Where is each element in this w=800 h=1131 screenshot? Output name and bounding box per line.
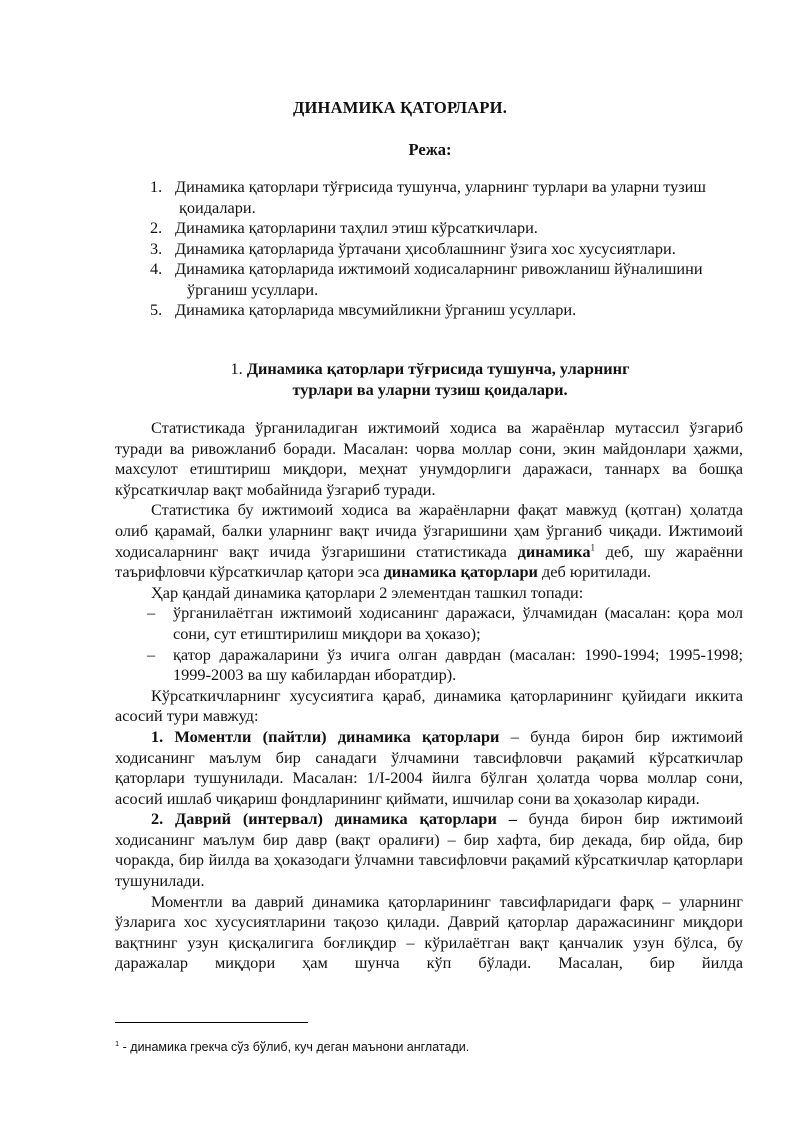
plan-item	[150, 300, 750, 321]
footnote-text: - динамика грекча сўз бўлиб, куч деган маънони англатади.	[119, 1040, 470, 1054]
term-dynamic-series: динамика қаторлари	[383, 562, 538, 582]
footnote-marker: 1	[115, 1038, 120, 1048]
plan-heading: Режа:	[408, 140, 452, 159]
plan-item-number: 2.	[150, 218, 163, 237]
plan-item-text: Динамика қаторларида ўртачани ҳисоблашнинг ўзига хос хусусиятлари.	[175, 238, 676, 258]
term-interval-series: 2. Даврий (интервал) динамика қаторлари –	[151, 809, 517, 829]
paragraph-text: деб юритилади.	[537, 562, 652, 582]
paragraph-text: деб, шу жараённи таърифловчи кўрсаткичлар қатори эса	[115, 541, 743, 582]
section-title-line2: турлари ва уларни тузиш қоидалари.	[292, 380, 568, 399]
plan-item	[150, 218, 750, 239]
plan-item	[150, 177, 750, 218]
plan-item-number: 4.	[150, 259, 163, 278]
paragraph-text: – бунда бирон бир ижтимоий ходисанинг маълум бир санадаги ўлчамини тавсифловчи рақамий кўрсаткичлар қаторлари тушунилади. Масалан: 1/I-2004 йилга бўлган ҳолатда чорва моллар сони, асосий ишлаб чиқариш фондларининг қиймати, ишчилар сони ва ҳоказолар киради.	[115, 726, 743, 808]
plan-item-continuation: қоидалари.	[179, 197, 256, 217]
plan-item	[150, 259, 750, 300]
paragraph: Статистикада ўрганиладиган ижтимоий ходиса ва жараёнлар мутассил ўзгариб туради ва ривожланиб боради. Масалан: чорва моллар сони, экин майдонлари ҳажми, махсулот етиштириш миқдори, меҳнат унумдорлиги даражаси, таннарх ва бошқа кўрсаткичлар вақт мобайнида ўзгариб туради.	[115, 418, 743, 499]
plan-item-number: 5.	[150, 300, 163, 319]
plan-item-text: Динамика қаторларида ижтимоий ходисаларнинг ривожланиш йўналишини	[175, 259, 703, 278]
paragraph: Моментли ва даврий динамика қаторларининг тавсифларидаги фарқ – уларнинг ўзларига хос хусусиятларини тақозо қилади. Даврий қаторлар даражасининг миқдори вақтнинг узун қисқалигига боғлиқдир – кўрилаётган вақт қанчалик узун бўлса, бу даражалар миқдори ҳам шунча кўп бўлади. Масалан, бир йилда	[115, 891, 743, 973]
dash-list-item	[115, 645, 743, 686]
dash-bullet: –	[147, 603, 156, 623]
plan-item	[150, 239, 750, 260]
paragraph: Ҳар қандай динамика қаторлари 2 элементдан ташкил топади:	[151, 582, 584, 602]
plan-item-number: 1.	[150, 177, 163, 196]
plan-item-text: Динамика қаторларини таҳлил этиш кўрсаткичлари.	[175, 218, 538, 237]
plan-item-continuation: ўрганиш усуллари.	[187, 279, 319, 299]
footnote-separator	[115, 1022, 308, 1023]
paragraph: Кўрсаткичларнинг хусусиятига қараб, динамика қаторларининг қуйидаги иккита асосий тури мавжуд:	[115, 685, 743, 726]
section-number: 1.	[230, 359, 243, 378]
plan-list	[150, 177, 750, 321]
paragraph-text: бунда бирон бир ижтимоий ходисанинг маълум бир давр (вақт оралиғи) – бир хафта, бир декада, бир ойда, бир чоракда, бир йилда ва ҳоказодаги ўлчамни тавсифловчи рақамий кўрсаткичлар қаторлари тушунилади.	[115, 809, 743, 891]
section-heading	[0, 358, 800, 400]
paragraph	[115, 500, 743, 582]
dash-bullet: –	[147, 644, 156, 664]
section-title-line1: Динамика қаторлари тўғрисида тушунча, уларнинг	[246, 359, 630, 378]
footnote	[115, 1040, 469, 1054]
paragraph	[115, 727, 743, 809]
plan-item-text: Динамика қаторлари тўғрисида тушунча, уларнинг турлари ва уларни тузиш	[175, 177, 706, 196]
dash-item-text: қатор даражаларини ўз ичига олган даврдан (масалан: 1990-1994; 1995-1998; 1999-2003 ва шу кабилардан иборатдир).	[173, 644, 743, 685]
plan-item-number: 3.	[150, 238, 163, 258]
section-body	[115, 418, 743, 974]
dash-item-text: ўрганилаётган ижтимоий ходисанинг даражаси, ўлчамидан (масалан: қора мол сони, сут етиштирилиш миқдори ва ҳоказо);	[173, 603, 743, 643]
term-moment-series: 1. Моментли (пайтли) динамика қаторлари	[151, 726, 500, 746]
footnote-ref: 1	[590, 542, 595, 553]
paragraph-text: Статистика бу ижтимоий ходиса ва жараёнларни фақат мавжуд (қотган) ҳолатда олиб қарамай, балки уларнинг вақт ичида ўзгаришини ҳам ўрганиб чиқади. Ижтимоий ходисаларнинг вақт ичида ўзгаришини статистикада	[115, 500, 743, 561]
paragraph	[115, 809, 743, 891]
document-title: ДИНАМИКА ҚАТОРЛАРИ.	[292, 98, 508, 117]
term-dynamics: динамика	[517, 541, 591, 561]
plan-item-text: Динамика қаторларида мвсумийликни ўрганиш усуллари.	[175, 300, 577, 319]
dash-list-item	[115, 603, 743, 644]
